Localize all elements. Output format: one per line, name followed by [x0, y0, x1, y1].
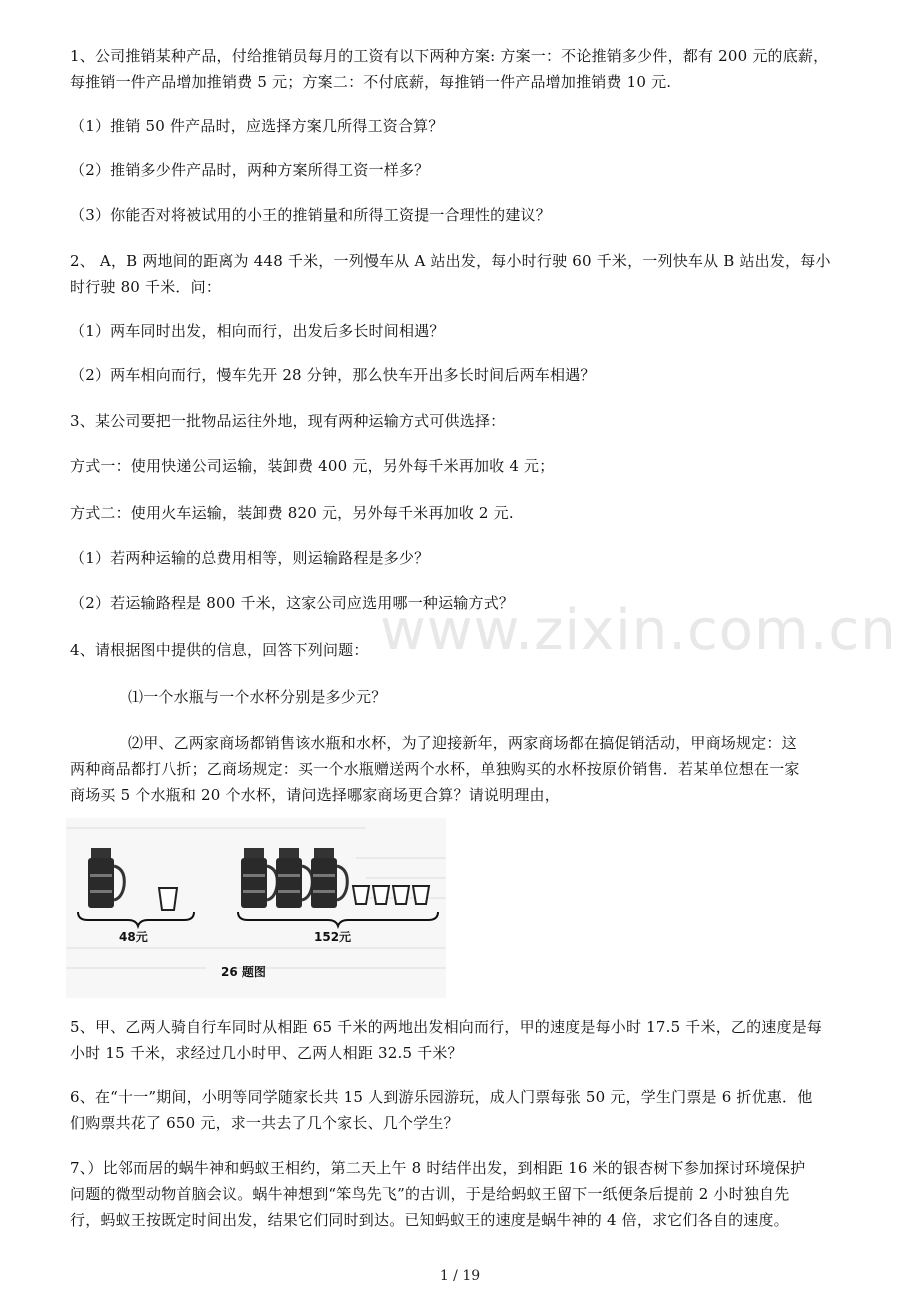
q7-line-2: 问题的微型动物首脑会议。蜗牛神想到“笨鸟先飞”的古训，于是给蚂蚁王留下一纸便条后提前 2 小时独自先	[70, 1185, 790, 1203]
q2-line-2: 时行驶 80 千米．问：	[70, 278, 222, 296]
cup-icon	[373, 886, 389, 904]
page-number: 1 / 19	[439, 1268, 481, 1284]
q1-line-2: 每推销一件产品增加推销费 5 元；方案二：不付底薪，每推销一件产品增加推销费 10 元.	[70, 73, 672, 91]
q1-sub-2: （2）推销多少件产品时，两种方案所得工资一样多？	[70, 161, 430, 179]
thermos-bottle-icon	[311, 848, 347, 908]
q1-line-1: 1、公司推销某种产品，付给推销员每月的工资有以下两种方案: 方案一：不论推销多少件，都有 200 元的底薪，	[70, 47, 829, 65]
q3-line-1: 3、某公司要把一批物品运往外地，现有两种运输方式可供选择：	[70, 412, 506, 430]
q2-sub-2: （2）两车相向而行，慢车先开 28 分钟，那么快车开出多长时间后两车相遇？	[70, 366, 596, 384]
q2-sub-1: （1）两车同时出发，相向而行，出发后多长时间相遇？	[70, 322, 445, 340]
q4-sub-2-line-3: 商场买 5 个水瓶和 20 个水杯，请问选择哪家商场更合算？请说明理由，	[70, 786, 560, 804]
q7-line-1: 7、）比邻而居的蜗牛神和蚂蚁王相约，第二天上午 8 时结伴出发，到相距 16 米的银杏树下参加探讨环境保护	[70, 1159, 806, 1177]
right-brace	[238, 912, 438, 926]
q4-sub-1: ⑴一个水瓶与一个水杯分别是多少元？	[128, 688, 387, 706]
cup-icon	[393, 886, 409, 904]
q3-way-2: 方式二：使用火车运输，装卸费 820 元，另外每千米再加收 2 元.	[70, 504, 514, 522]
cup-icon	[353, 886, 369, 904]
cup-icon	[413, 886, 429, 904]
q2-line-1: 2、 A，B 两地间的距离为 448 千米，一列慢车从 A 站出发，每小时行驶 60 千米，一列快车从 B 站出发，每小	[70, 252, 831, 270]
q6-line-2: 们购票共花了 650 元，求一共去了几个家长、几个学生？	[70, 1114, 459, 1132]
q1-sub-1: （1）推销 50 件产品时，应选择方案几所得工资合算？	[70, 117, 444, 135]
q1-sub-3: （3）你能否对将被试用的小王的推销量和所得工资提一合理性的建议？	[70, 206, 551, 224]
q4-sub-2-line-1: ⑵甲、乙两家商场都销售该水瓶和水杯，为了迎接新年，两家商场都在搞促销活动，甲商场规定：这	[128, 734, 797, 752]
watermark: www.zixin.com.cn	[380, 598, 897, 663]
q4-sub-2-line-2: 两种商品都打八折；乙商场规定：买一个水瓶赠送两个水杯，单独购买的水杯按原价销售．若某单位想在一家	[70, 760, 800, 778]
figure-caption: 26 题图	[221, 965, 266, 979]
q3-sub-2: （2）若运输路程是 800 千米，这家公司应选用哪一种运输方式？	[70, 594, 515, 612]
bottles-and-cups-figure	[66, 818, 446, 998]
q5-line-1: 5、甲、乙两人骑自行车同时从相距 65 千米的两地出发相向而行，甲的速度是每小时 17.5 千米，乙的速度是每	[70, 1018, 823, 1036]
q7-line-3: 行，蚂蚁王按既定时间出发，结果它们同时到达。已知蚂蚁王的速度是蜗牛神的 4 倍，求它们各自的速度。	[70, 1211, 789, 1229]
q3-way-1: 方式一：使用快递公司运输，装卸费 400 元，另外每千米再加收 4 元；	[70, 457, 555, 475]
left-brace	[78, 912, 194, 926]
right-price-label: 152元	[314, 930, 352, 944]
cup-icon	[159, 888, 177, 910]
q6-line-1: 6、在“十一”期间，小明等同学随家长共 15 人到游乐园游玩，成人门票每张 50 元，学生门票是 6 折优惠．他	[70, 1088, 813, 1106]
left-price-label: 48元	[119, 930, 148, 944]
thermos-bottle-icon	[88, 848, 124, 908]
q5-line-2: 小时 15 千米，求经过几小时甲、乙两人相距 32.5 千米？	[70, 1044, 463, 1062]
thermos-bottle-icon	[276, 848, 312, 908]
q4-line-1: 4、请根据图中提供的信息，回答下列问题：	[70, 641, 369, 659]
q3-sub-1: （1）若两种运输的总费用相等，则运输路程是多少？	[70, 549, 430, 567]
thermos-bottle-icon	[241, 848, 277, 908]
